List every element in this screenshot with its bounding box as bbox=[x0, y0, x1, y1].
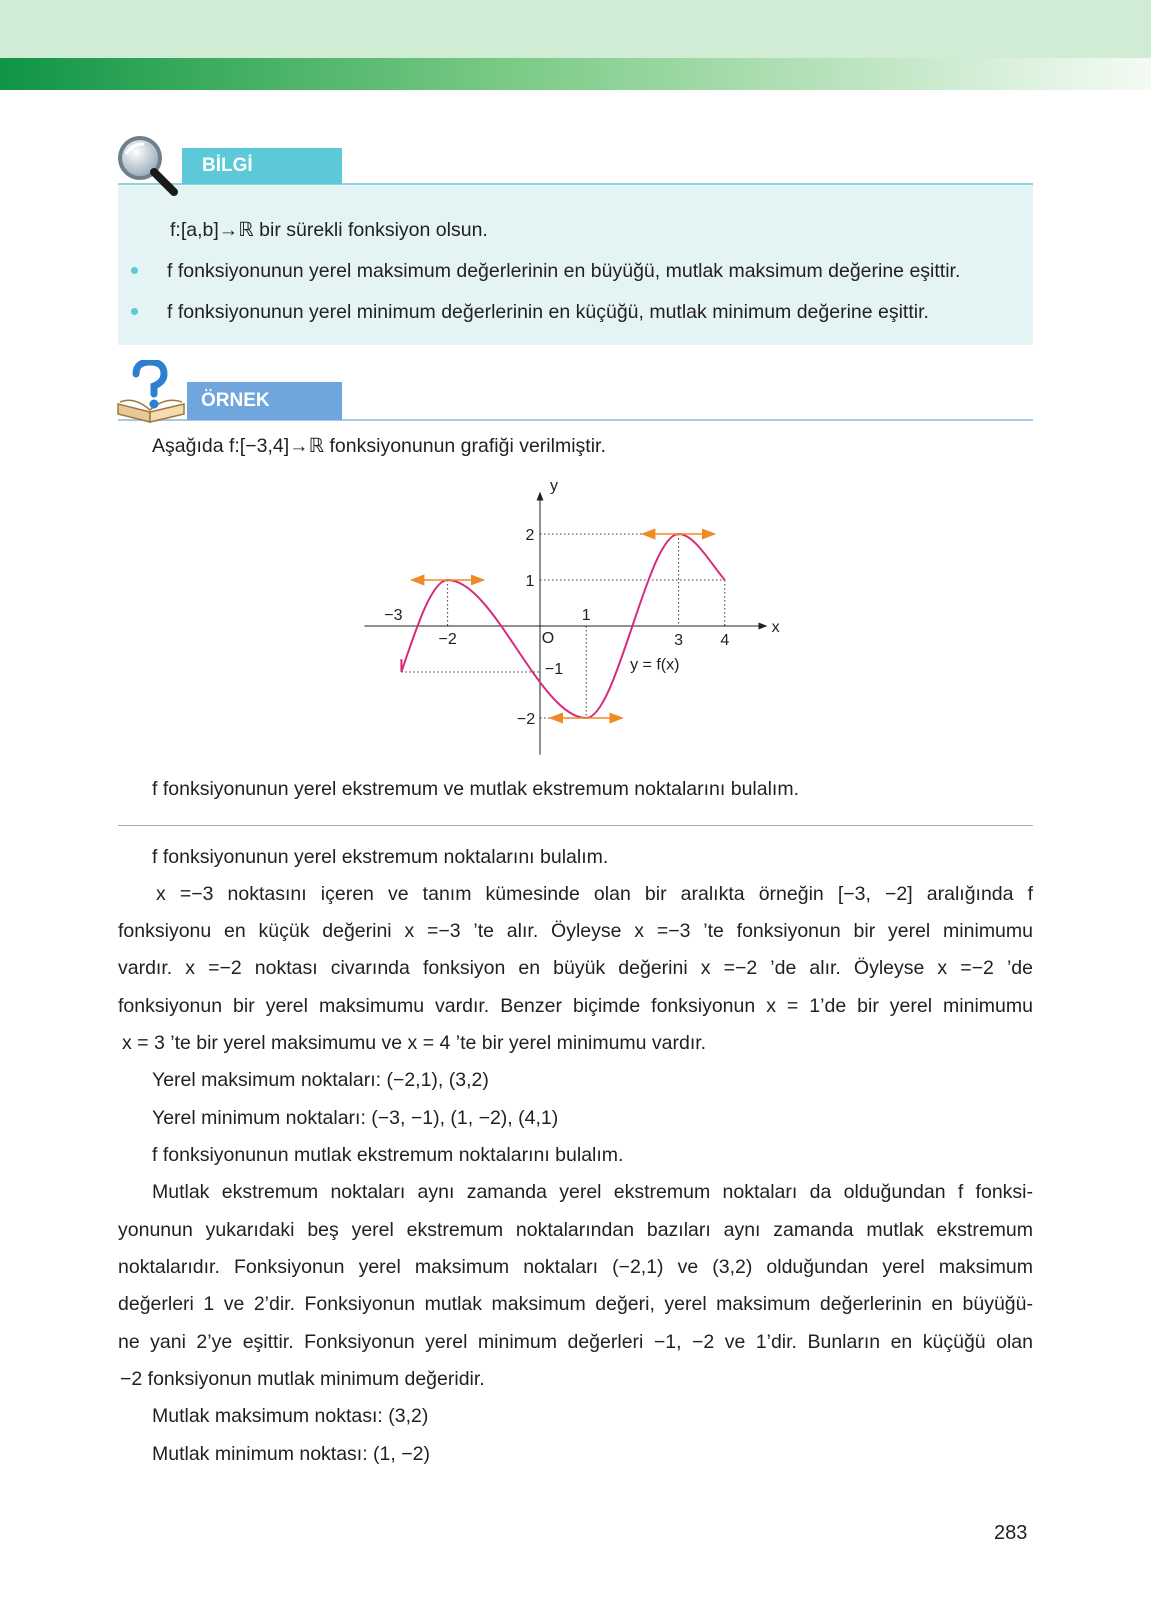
x-tick-label: 1 bbox=[581, 607, 591, 624]
paragraph-line: ne yani 2’ye eşittir. Fonksiyonun yerel minimum değerleri −1, −2 ve 1’dir. Bunların en küçüğü olan bbox=[118, 1331, 1033, 1353]
ornek-intro: Aşağıda f:[−3,4]→ℝ fonksiyonunun grafiği verilmiştir. bbox=[152, 435, 606, 457]
function-label: y = f(x) bbox=[630, 656, 680, 674]
yerel-max-points: Yerel maksimum noktaları: (−2,1), (3,2) bbox=[152, 1069, 489, 1091]
page-number: 283 bbox=[994, 1522, 1028, 1544]
paragraph-line: x = 3 ’te bir yerel maksimumu ve x = 4 ’te bir yerel minimumu vardır. bbox=[122, 1032, 707, 1054]
y-axis-label: y bbox=[550, 477, 558, 495]
x-axis-label: x bbox=[771, 619, 780, 636]
paragraph-line: vardır. x =−2 noktası civarında fonksiyon en büyük değerini x =−2 ’de alır. Öyleyse x =−2 ’de bbox=[118, 957, 1033, 979]
x-tick-label: −2 bbox=[438, 631, 457, 648]
origin-label: O bbox=[541, 630, 555, 647]
paragraph-line: fonksiyonu en küçük değerini x =−3 ’te alır. Öyleyse x =−3 ’te fonksiyonun bir yerel minimumu bbox=[118, 920, 1033, 942]
question-book-icon bbox=[114, 360, 188, 426]
mutlak-min-point: Mutlak minimum noktası: (1, −2) bbox=[152, 1443, 430, 1465]
bilgi-intro: f:[a,b]→ℝ bir sürekli fonksiyon olsun. bbox=[170, 219, 488, 241]
solution-divider bbox=[118, 825, 1033, 826]
yerel-min-points: Yerel minimum noktaları: (−3, −1), (1, −2), (4,1) bbox=[152, 1107, 559, 1129]
mutlak-max-point: Mutlak maksimum noktası: (3,2) bbox=[152, 1405, 429, 1427]
bullet-dot bbox=[131, 308, 138, 315]
paragraph-line: değerleri 1 ve 2’dir. Fonksiyonun mutlak maksimum değeri, yerel maksimum değerlerinin en büyüğü- bbox=[118, 1293, 1033, 1315]
bullet-dot bbox=[131, 267, 138, 274]
ornek-question: f fonksiyonunun yerel ekstremum ve mutlak ekstremum noktalarını bulalım. bbox=[152, 778, 800, 800]
paragraph-line: Mutlak ekstremum noktaları aynı zamanda yerel ekstremum noktaları da olduğundan f fonksi- bbox=[152, 1181, 1033, 1203]
axes bbox=[364, 493, 766, 755]
ornek-title: ÖRNEK bbox=[187, 382, 342, 420]
paragraph-line: −2 fonksiyonun mutlak minimum değeridir. bbox=[120, 1368, 485, 1390]
header-gradient-bar bbox=[0, 58, 1151, 90]
magnifier-icon bbox=[112, 132, 184, 204]
y-tick-label: −1 bbox=[544, 661, 564, 678]
x-tick-label: 4 bbox=[720, 632, 730, 649]
bilgi-bullet-2: f fonksiyonunun yerel minimum değerlerinin en küçüğü, mutlak minimum değerine eşittir. bbox=[167, 301, 929, 323]
paragraph-line: fonksiyonun bir yerel maksimumu vardır. Benzer biçimde fonksiyonun x = 1’de bir yerel minimumu bbox=[118, 995, 1033, 1017]
header-band bbox=[0, 0, 1151, 58]
paragraph-line: yonunun yukarıdaki beş yerel ekstremum noktalarından bazıları aynı zamanda mutlak ekstremum bbox=[118, 1219, 1033, 1241]
solution-heading: f fonksiyonunun yerel ekstremum noktalarını bulalım. bbox=[152, 846, 609, 868]
bilgi-bullet-1: f fonksiyonunun yerel maksimum değerlerinin en büyüğü, mutlak maksimum değerine eşittir. bbox=[167, 260, 961, 282]
function-graph bbox=[352, 474, 802, 764]
mutlak-heading: f fonksiyonunun mutlak ekstremum noktalarını bulalım. bbox=[152, 1144, 624, 1166]
y-tick-label: −2 bbox=[516, 711, 536, 728]
y-tick-label: 2 bbox=[525, 527, 535, 544]
y-tick-label: 1 bbox=[525, 573, 535, 590]
x-tick-label: 3 bbox=[674, 632, 684, 649]
bilgi-title: BİLGİ bbox=[182, 148, 342, 184]
x-tick-label: −3 bbox=[384, 607, 403, 624]
paragraph-line: x =−3 noktasını içeren ve tanım kümesinde olan bir aralıkta örneğin [−3, −2] aralığında f bbox=[156, 883, 1033, 905]
paragraph-line: noktalarıdır. Fonksiyonun yerel maksimum noktaları (−2,1) ve (3,2) olduğundan yerel maksimum bbox=[118, 1256, 1033, 1278]
axis-labels bbox=[384, 477, 779, 728]
